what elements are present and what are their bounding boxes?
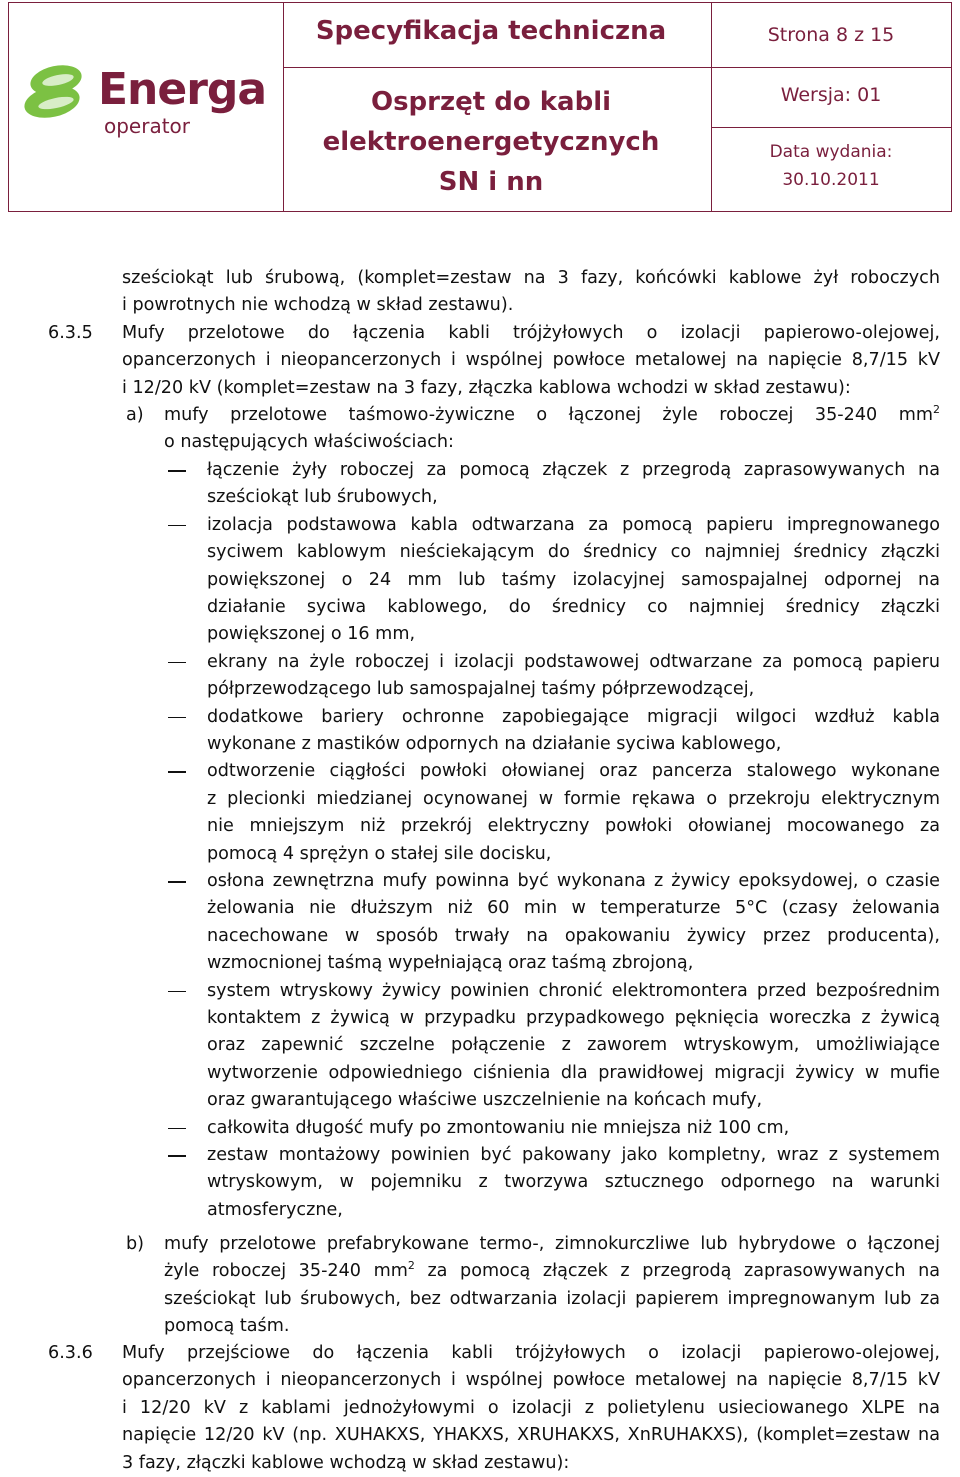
text-line: zestaw montażowy powinien być pakowany jako kompletny, wraz z systemem (207, 1145, 940, 1165)
text-line (164, 402, 940, 429)
version: Wersja: 01 (780, 84, 882, 106)
logo-subtitle: operator (104, 114, 191, 138)
bullet-item (207, 457, 940, 512)
text-line: całkowita długość mufy po zmontowaniu nie mniejsza niż 100 cm, (207, 1117, 790, 1138)
bullet-dash (168, 771, 186, 773)
item-b-text: żyle roboczej 35-240 mm (164, 1261, 408, 1282)
text-line: wtryskowym, w pojemniku z tworzywa sztucznego odpornego na warunki (207, 1172, 940, 1193)
subtitle-line: Osprzęt do kabli (370, 87, 612, 117)
superscript: 2 (933, 403, 940, 417)
bullet-dash (168, 991, 186, 993)
bullet-dash (168, 1128, 186, 1130)
superscript: 2 (407, 1259, 415, 1273)
item-b (164, 1231, 940, 1341)
text-line: żelowania nie dłuższym niż 60 min w temperaturze 5°C (czasy żelowania (207, 898, 940, 919)
date-label: Data wydania: (769, 142, 893, 162)
page-number: Strona 8 z 15 (767, 24, 895, 46)
text-line: ekrany na żyle roboczej i izolacji podstawowej odtwarzane za pomocą papieru (207, 651, 940, 672)
item-a-text: mufy przelotowe taśmowo-żywiczne o łączonej żyle roboczej 35-240 mm (164, 405, 933, 425)
item-a (164, 402, 940, 457)
text-line: sześciokąt lub śrubową, (komplet=zestaw na 3 fazy, końcówki kablowe żył roboczych (122, 268, 940, 288)
text-line: mufy przelotowe prefabrykowane termo-, zimnokurczliwe lub hybrydowe o łączonej (164, 1234, 940, 1254)
text-line: wykonane z mastików odpornych na działanie syciwa kablowego, (207, 733, 782, 754)
text-line: izolacja podstawowa kabla odtwarzana za pomocą papieru impregnowanego (207, 514, 940, 535)
bullet-item (207, 1142, 940, 1224)
section-6-3-6 (122, 1340, 940, 1477)
text-line: łączenie żyły roboczej za pomocą złączek z przegrodą zaprasowywanych na (207, 460, 940, 480)
text-line: opancerzonych i nieopancerzonych i wspólnej powłoce metalowej na napięcie 8,7/15 kV (122, 1370, 940, 1391)
text-line: napięcie 12/20 kV (np. XUHAKXS, YHAKXS, XRUHAKXS, XnRUHAKXS), (komplet=zestaw na (122, 1425, 940, 1446)
bullet-dash (168, 470, 186, 472)
document-title: Specyfikacja techniczna (315, 16, 667, 46)
text-line: nacechowane w sposób trwały na opakowaniu żywicy przez producenta), (207, 925, 940, 946)
text-line: odtworzenie ciągłości powłoki ołowianej oraz pancerza stalowego wykonane (207, 761, 940, 782)
text-line: o następujących właściwościach: (164, 432, 454, 453)
text-line: pomocą taśm. (164, 1316, 290, 1337)
text-line: Mufy przejściowe do łączenia kabli trójżyłowych o izolacji papierowo-olejowej, (122, 1343, 940, 1363)
bullet-dash (168, 717, 186, 719)
text-line: wytworzenie odpowiedniego ciśnienia dla prawidłowej migracji żywicy w mufie (207, 1062, 940, 1083)
text-line: opancerzonych i nieopancerzonych i wspólnej powłoce metalowej na napięcie 8,7/15 kV (122, 350, 940, 371)
text-line: syciwem kablowym nieściekającym do średnicy co najmniej średnicy złączki (207, 542, 940, 563)
bullet-item (207, 512, 940, 649)
text-line: wzmocnionej taśmą wypełniającą oraz taśmą zbrojoną, (207, 953, 694, 974)
text-line: sześciokąt lub śrubowych, bez odtwarzania izolacji papierem impregnowanym lub za (164, 1288, 940, 1309)
bullet-item (207, 978, 940, 1115)
bullet-item (207, 1115, 940, 1142)
bullet-dash (168, 881, 186, 883)
list-label-a: a) (126, 405, 144, 425)
bullet-item (207, 649, 940, 704)
text-line: powiększonej o 16 mm, (207, 624, 416, 645)
text-line: oraz gwarantującego właściwe uszczelnienie na końcach mufy, (207, 1090, 763, 1111)
bullet-dash (168, 525, 186, 527)
text-line: pomocą 4 sprężyn o stałej sile docisku, (207, 843, 552, 864)
document-subtitle (276, 82, 706, 202)
section-6-3-5 (122, 320, 940, 402)
text-line: sześciokąt lub śrubowych, (207, 487, 438, 508)
section-number: 6.3.6 (48, 1343, 93, 1363)
bullet-dash (168, 662, 186, 664)
text-line: z plecionki miedzianej ocynowanej w formie rękawa o przekroju elektrycznym (207, 788, 940, 809)
bullet-item (207, 704, 940, 759)
bullet-item (207, 868, 940, 978)
bullet-item (207, 758, 940, 868)
header-divider (711, 127, 951, 128)
item-b-text: za pomocą złączek z przegrodą zaprasowywanych na (414, 1261, 940, 1282)
continuation-paragraph (122, 265, 940, 320)
text-line: i powrotnych nie wchodzą w skład zestawu). (122, 295, 514, 316)
date-value: 30.10.2011 (782, 170, 880, 190)
text-line: system wtryskowy żywicy powinien chronić elektromontera przed bezpośrednim (207, 980, 940, 1001)
section-number: 6.3.5 (48, 323, 93, 343)
bullet-dash (168, 1155, 186, 1157)
text-line: 3 fazy, złączki kablowe wchodzą w skład zestawu): (122, 1452, 570, 1473)
energa-logo-icon (22, 60, 92, 130)
subtitle-line: elektroenergetycznych (322, 127, 660, 157)
subtitle-line: SN i nn (438, 167, 544, 197)
text-line: oraz zapewnić szczelne połączenie z zaworem wtryskowym, umożliwiające (207, 1035, 940, 1056)
text-line: Mufy przelotowe do łączenia kabli trójżyłowych o izolacji papierowo-olejowej, (122, 323, 940, 343)
header-divider (283, 67, 951, 68)
list-label-b: b) (126, 1234, 145, 1254)
text-line: dodatkowe bariery ochronne zapobiegające migracji wilgoci wzdłuż kabla (207, 706, 940, 727)
text-line: półprzewodzącego lub samospajalnej taśmy półprzewodzącej, (207, 679, 755, 700)
text-line: powiększonej o 24 mm lub taśmy izolacyjnej samospajalnej odpornej na (207, 569, 940, 590)
text-line: i 12/20 kV (komplet=zestaw na 3 fazy, złączka kablowa wchodzi w skład zestawu): (122, 377, 851, 398)
text-line: osłona zewnętrzna mufy powinna być wykonana z żywicy epoksydowej, o czasie (207, 871, 940, 891)
energa-logo (22, 58, 267, 148)
text-line: nie mniejszym niż przekrój elektryczny powłoki ołowianej mocowanego za (207, 816, 940, 837)
logo-wordmark: Energa (98, 64, 267, 115)
text-line: działanie syciwa kablowego, do średnicy co najmniej średnicy złączki (207, 596, 940, 617)
text-line: kontaktem z żywicą w przypadku przypadkowego pęknięcia woreczka z żywicą (207, 1007, 940, 1028)
text-line: atmosferyczne, (207, 1199, 343, 1220)
text-line (164, 1258, 940, 1285)
text-line: i 12/20 kV z kablami jednożyłowymi o izolacji z polietylenu usieciowanego XLPE na (122, 1397, 940, 1418)
